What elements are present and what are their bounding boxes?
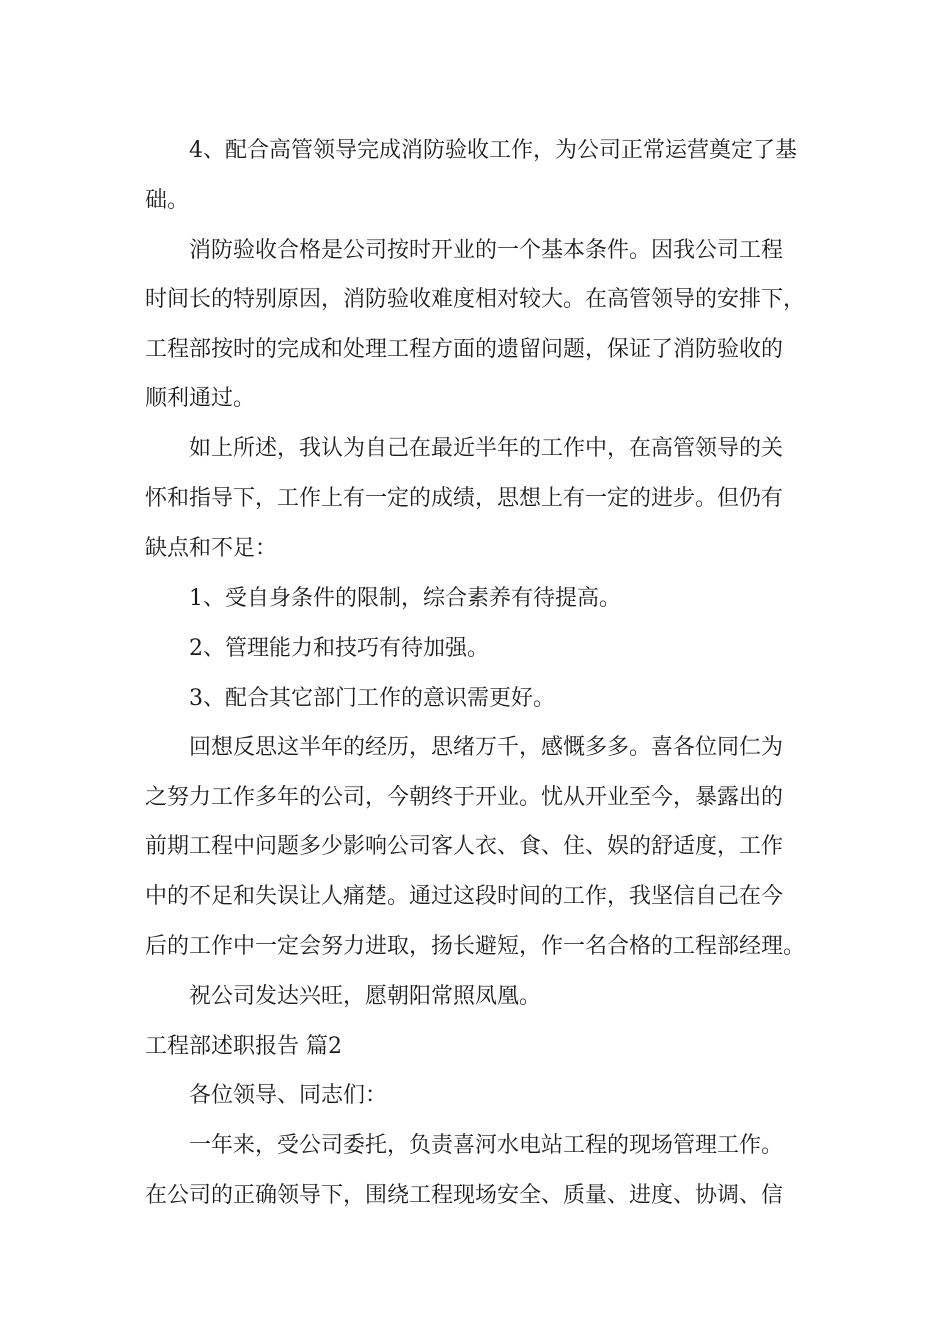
paragraph-line: 之努力工作多年的公司，今朝终于开业。忧从开业至今，暴露出的 bbox=[145, 785, 784, 810]
paragraph-line: 工程部按时的完成和处理工程方面的遗留问题，保证了消防验收的 bbox=[145, 337, 784, 362]
paragraph-line: 后的工作中一定会努力进取，扬长避短，作一名合格的工程部经理。 bbox=[145, 934, 806, 959]
paragraph-line: 础。 bbox=[145, 188, 190, 213]
paragraph-line: 中的不足和失误让人痛楚。通过这段时间的工作，我坚信自己在今 bbox=[145, 884, 784, 909]
paragraph-line: 在公司的正确领导下，围绕工程现场安全、质量、进度、协调、信 bbox=[145, 1183, 784, 1208]
paragraph-line: 缺点和不足： bbox=[145, 536, 278, 561]
paragraph-line: 消防验收合格是公司按时开业的一个基本条件。因我公司工程 bbox=[189, 238, 784, 263]
salutation: 各位领导、同志们： bbox=[189, 1083, 388, 1108]
paragraph-line: 回想反思这半年的经历，思绪万千，感慨多多。喜各位同仁为 bbox=[189, 735, 784, 760]
list-item: 1、受自身条件的限制，综合素养有待提高。 bbox=[189, 586, 621, 611]
list-item: 2、管理能力和技巧有待加强。 bbox=[189, 636, 489, 661]
paragraph-line: 顺利通过。 bbox=[145, 386, 256, 411]
paragraph-line: 如上所述，我认为自己在最近半年的工作中，在高管领导的关 bbox=[189, 436, 784, 461]
list-item: 3、配合其它部门工作的意识需更好。 bbox=[189, 686, 555, 711]
paragraph-line: 祝公司发达兴旺，愿朝阳常照凤凰。 bbox=[189, 984, 542, 1009]
paragraph-line: 时间长的特别原因，消防验收难度相对较大。在高管领导的安排下， bbox=[145, 287, 806, 312]
paragraph-line: 前期工程中问题多少影响公司客人衣、食、住、娱的舒适度，工作 bbox=[145, 834, 784, 859]
paragraph-line: 一年来，受公司委托，负责喜河水电站工程的现场管理工作。 bbox=[189, 1133, 784, 1158]
paragraph-line: 怀和指导下，工作上有一定的成绩，思想上有一定的进步。但仍有 bbox=[145, 486, 784, 511]
section-heading: 工程部述职报告 篇2 bbox=[145, 1034, 342, 1059]
paragraph-line: 4、配合高管领导完成消防验收工作，为公司正常运营奠定了基 bbox=[189, 138, 797, 163]
